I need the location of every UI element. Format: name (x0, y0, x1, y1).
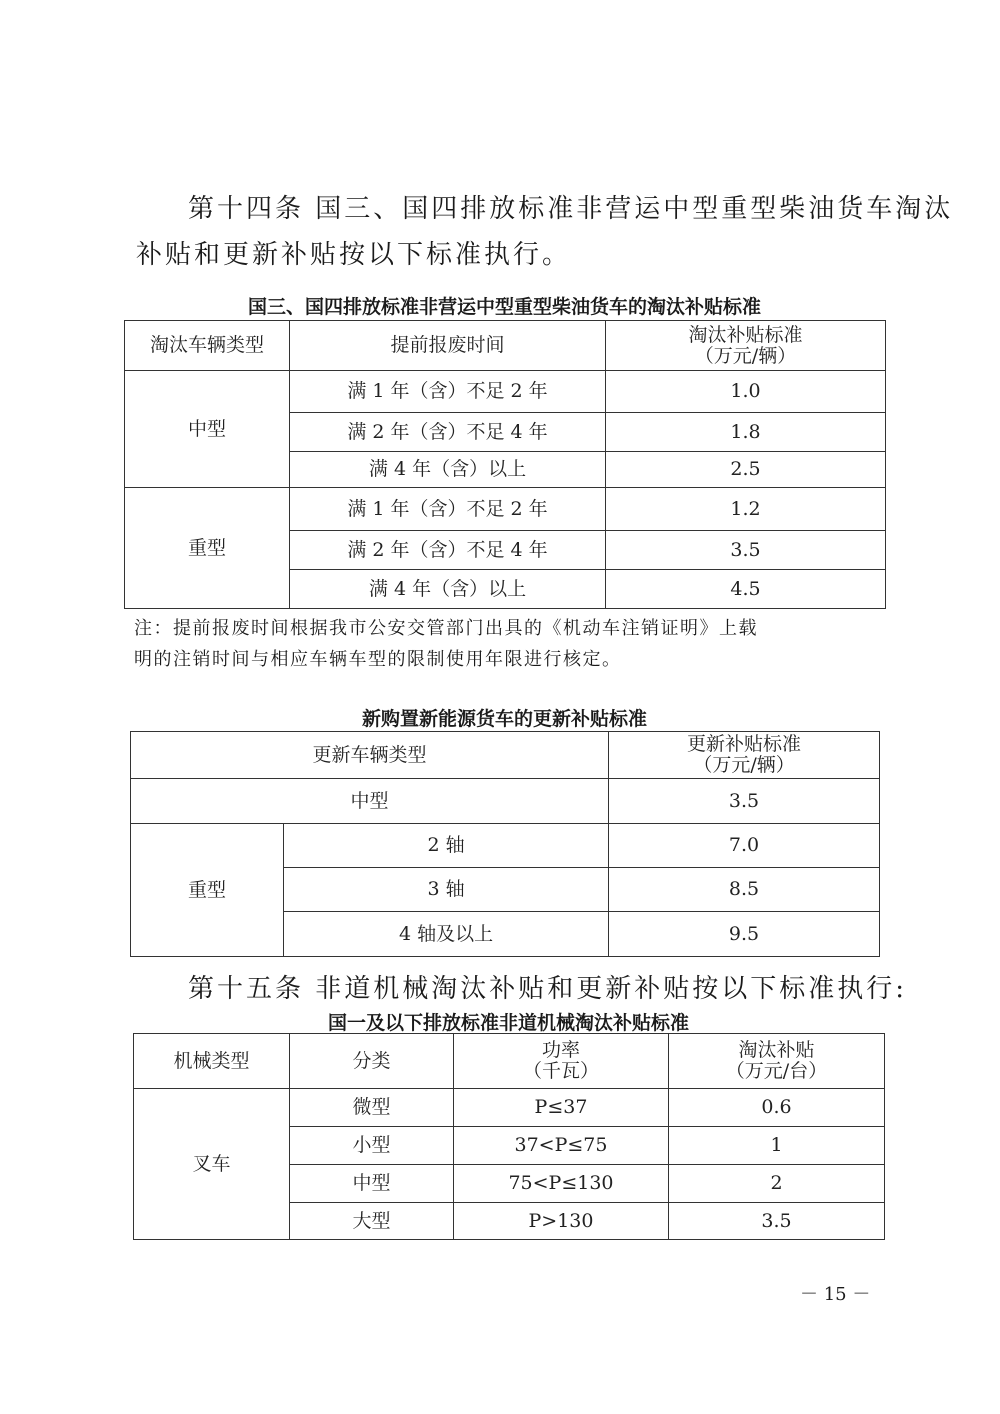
table3-header-class: 分类 (290, 1034, 454, 1089)
table1 (124, 320, 886, 609)
table2-heavy-type: 重型 (131, 824, 284, 957)
table1-value: 1.0 (606, 371, 886, 413)
table3-power: 75<P≤130 (454, 1165, 669, 1203)
table2-title: 新购置新能源货车的更新补贴标准 (361, 708, 647, 730)
table1-type-cell: 中型 (125, 371, 290, 488)
table1-period: 满 2 年（含）不足 4 年 (290, 531, 606, 570)
header-unit: （千瓦） (522, 1060, 599, 1082)
table2-axle: 2 轴 (284, 824, 609, 868)
table2-medium-type: 中型 (131, 779, 609, 824)
table1-period: 满 4 年（含）以上 (290, 452, 606, 488)
table2-value: 8.5 (609, 868, 880, 912)
header-line: 功率 (541, 1039, 580, 1062)
table1-period: 满 1 年（含）不足 2 年 (290, 371, 606, 413)
table2-value: 9.5 (609, 912, 880, 957)
header-unit: （万元/辆） (693, 754, 795, 776)
table1-type-cell: 重型 (125, 488, 290, 609)
table1-period: 满 4 年（含）以上 (290, 570, 606, 609)
table2 (130, 731, 880, 957)
table3-value: 3.5 (669, 1203, 885, 1240)
table1-header-value (606, 321, 886, 371)
table1-value: 3.5 (606, 531, 886, 570)
table3-header-value (669, 1034, 885, 1089)
table2-header-value (609, 732, 880, 779)
article-14-line-2: 补贴和更新补贴按以下标准执行。 (136, 240, 572, 270)
page-number: － 15 － (800, 1284, 871, 1305)
table3-title: 国一及以下排放标准非道机械淘汰补贴标准 (327, 1012, 689, 1034)
table3-value: 2 (669, 1165, 885, 1203)
table3-type-cell: 叉车 (134, 1089, 290, 1240)
table1-value: 4.5 (606, 570, 886, 609)
table3-class: 中型 (290, 1165, 454, 1203)
table3-header-power (454, 1034, 669, 1089)
table1-period: 满 2 年（含）不足 4 年 (290, 413, 606, 452)
table1-value: 1.8 (606, 413, 886, 452)
table2-axle: 4 轴及以上 (284, 912, 609, 957)
table3-value: 1 (669, 1127, 885, 1165)
table3-power: 37<P≤75 (454, 1127, 669, 1165)
table2-medium-value: 3.5 (609, 779, 880, 824)
table1-note-line-2: 明的注销时间与相应车辆车型的限制使用年限进行核定。 (134, 649, 622, 670)
header-line: 更新补贴标准 (687, 733, 802, 756)
table3-class: 大型 (290, 1203, 454, 1240)
table3-value: 0.6 (669, 1089, 885, 1127)
table3-class: 微型 (290, 1089, 454, 1127)
table1-title: 国三、国四排放标准非营运中型重型柴油货车的淘汰补贴标准 (247, 296, 761, 318)
table1-header-period: 提前报废时间 (290, 321, 606, 371)
table1-value: 1.2 (606, 488, 886, 531)
header-unit: （万元/辆） (694, 344, 797, 367)
table2-header-type: 更新车辆类型 (131, 732, 609, 779)
table1-value: 2.5 (606, 452, 886, 488)
table1-header-type: 淘汰车辆类型 (125, 321, 290, 371)
header-line: 淘汰补贴 (738, 1039, 815, 1062)
table2-axle: 3 轴 (284, 868, 609, 912)
table3-header-type: 机械类型 (134, 1034, 290, 1089)
header-unit: （万元/台） (725, 1060, 828, 1082)
article-15-line-1: 第十五条 非道机械淘汰补贴和更新补贴按以下标准执行: (188, 974, 908, 1004)
table3-power: P≤37 (454, 1089, 669, 1127)
table3-class: 小型 (290, 1127, 454, 1165)
article-14-line-1: 第十四条 国三、国四排放标准非营运中型重型柴油货车淘汰 (188, 194, 954, 224)
table2-value: 7.0 (609, 824, 880, 868)
header-line: 淘汰补贴标准 (688, 323, 803, 346)
table3-power: P>130 (454, 1203, 669, 1240)
table1-period: 满 1 年（含）不足 2 年 (290, 488, 606, 531)
table1-note-line-1: 注：提前报废时间根据我市公安交管部门出具的《机动车注销证明》上载 (134, 618, 758, 639)
table3 (133, 1033, 885, 1240)
